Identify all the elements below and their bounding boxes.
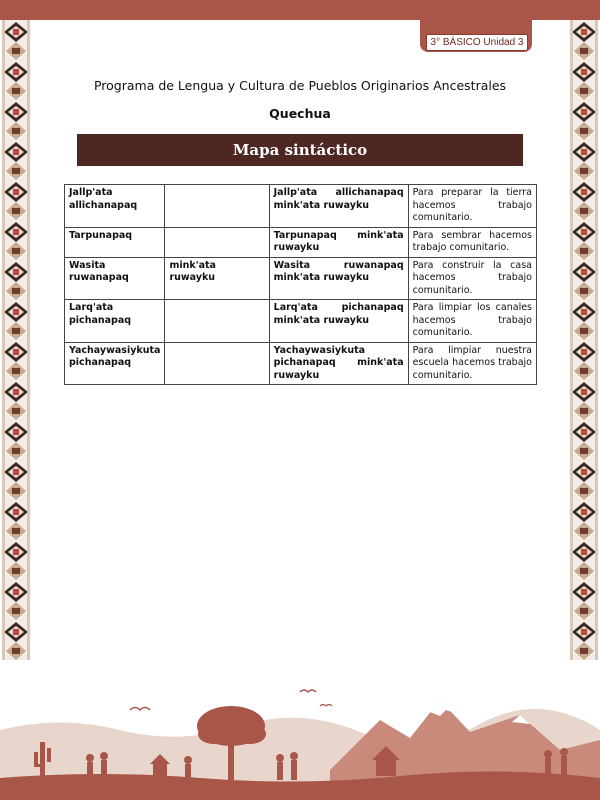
table-cell: Para limpiar los canales hacemos trabajo comunitario. <box>408 300 536 343</box>
table-cell: Tarpunapaq <box>65 227 165 257</box>
section-title-bar <box>77 134 523 166</box>
table-cell: Para limpiar nuestra escuela hacemos trabajo comunitario. <box>408 342 536 385</box>
table-cell: Para sembrar hacemos trabajo comunitario. <box>408 227 536 257</box>
table-cell: Larq'ata pichanapaq mink'ata ruwayku <box>269 300 408 343</box>
language-title: Quechua <box>269 106 331 121</box>
table-cell <box>165 300 269 343</box>
section-title: Mapa sintáctico <box>232 141 368 159</box>
top-header-bar <box>0 0 600 20</box>
unit-badge: 3° BÁSICO Unidad 3 <box>426 34 528 51</box>
syntactic-map-table <box>64 184 537 385</box>
table-row <box>65 257 537 300</box>
table-row <box>65 300 537 343</box>
table-cell: Para construir la casa hacemos trabajo comunitario. <box>408 257 536 300</box>
table-cell: mink'ata ruwayku <box>165 257 269 300</box>
table-row <box>65 185 537 228</box>
table-cell: Yachaywasiykuta pichanapaq <box>65 342 165 385</box>
table-cell: Wasita ruwanapaq <box>65 257 165 300</box>
table-cell <box>165 185 269 228</box>
andean-landscape-footer-image <box>0 660 600 800</box>
table-cell: Para preparar la tierra hacemos trabajo comunitario. <box>408 185 536 228</box>
table-cell: Wasita ruwanapaq mink'ata ruwayku <box>269 257 408 300</box>
table-row <box>65 342 537 385</box>
table-cell: Jallp'ata allichanapaq mink'ata ruwayku <box>269 185 408 228</box>
table-row <box>65 227 537 257</box>
table-cell <box>165 342 269 385</box>
table-cell: Larq'ata pichanapaq <box>65 300 165 343</box>
table-cell: Yachaywasiykuta pichanapaq mink'ata ruwayku <box>269 342 408 385</box>
table-cell: Jallp'ata allichanapaq <box>65 185 165 228</box>
program-title: Programa de Lengua y Cultura de Pueblos Originarios Ancestrales <box>93 78 507 93</box>
table-cell <box>165 227 269 257</box>
table-cell: Tarpunapaq mink'ata ruwayku <box>269 227 408 257</box>
